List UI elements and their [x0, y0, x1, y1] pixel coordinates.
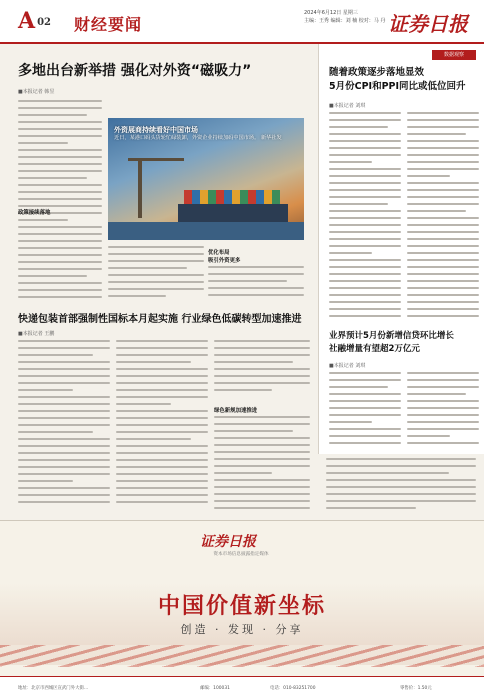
- sidebar-headline-1-line-2: 5月份CPI和PPI同比或低位回升: [329, 81, 466, 92]
- editor-credits: 主编：王秀 编辑：刘 楠 校对：马 丹: [304, 18, 386, 24]
- section-title: 财经要闻: [74, 15, 143, 34]
- sidebar-body-2b: [407, 372, 479, 452]
- ad-wave-decoration: [0, 645, 484, 667]
- sidebar-headline-2-line-2: 社融增量有望超2万亿元: [329, 344, 420, 354]
- footer-phone: 电话：010-83251700: [270, 686, 316, 691]
- second-byline: ■本报记者 王鹏: [18, 331, 55, 337]
- sidebar-body-2c: [326, 458, 476, 516]
- footer-price: 零售价：1.50元: [400, 686, 432, 691]
- lead-headline: 多地出台新举措 强化对外资“磁吸力”: [18, 63, 252, 79]
- second-body-column-3a: [214, 340, 310, 400]
- photo-caption-text: 近日，某港口码头货轮忙碌装卸，外资企业持续加码中国市场。 新华社发: [114, 135, 282, 141]
- footer-postcode: 邮编：100031: [200, 686, 230, 691]
- lead-subhead-2: 优化布局: [208, 250, 230, 256]
- sidebar-column: [318, 44, 484, 454]
- sidebar-tag: 数据观察: [432, 50, 476, 60]
- second-body-column-3b: [214, 416, 310, 516]
- ad-logo: 证券日报: [200, 534, 256, 550]
- newspaper-logo: 证券日报: [388, 12, 468, 36]
- port-photo: [108, 118, 304, 240]
- ad-subtext: 资本市场信息披露指定媒体: [213, 552, 269, 557]
- sidebar-headline-2: [329, 330, 479, 356]
- lead-byline: ■本报记者 韩昱: [18, 89, 55, 95]
- second-headline: 快递包装首部强制性国标本月起实施 行业绿色低碳转型加速推进: [18, 314, 302, 325]
- photo-caption-title: 外资展商持续看好中国市场: [114, 126, 198, 134]
- second-body-column-2: [116, 340, 208, 516]
- lead-body-column-3: [208, 266, 304, 306]
- lead-body-column-1: [18, 100, 102, 310]
- sidebar-body-1b: [407, 112, 479, 322]
- sidebar-body-2a: [329, 372, 401, 452]
- ad-slogan: 创造 · 发现 · 分享: [180, 623, 304, 636]
- lead-subhead-1: 政策接续落地: [18, 210, 51, 216]
- sidebar-headline-2-line-1: 业界预计5月份新增信贷环比增长: [329, 331, 454, 341]
- footer-address: 地址：北京市西城区宣武门外大街…: [18, 686, 89, 691]
- issue-date: 2024年6月12日 星期三: [304, 10, 358, 16]
- ad-title: 中国价值新坐标: [157, 594, 326, 619]
- sidebar-body-1a: [329, 112, 401, 322]
- footer: [0, 676, 484, 700]
- page-digits: 02: [37, 16, 51, 28]
- sidebar-byline-2: ■本报记者 刘琪: [329, 363, 366, 369]
- page-letter: A: [18, 8, 36, 34]
- masthead: [0, 0, 484, 44]
- lead-body-column-2: [108, 246, 204, 306]
- sidebar-headline-1-line-1: 随着政策逐步落地显效: [329, 67, 425, 78]
- advertisement: [0, 520, 484, 676]
- lead-subhead-3: 吸引外资更多: [208, 258, 241, 264]
- sidebar-headline-1: [329, 66, 479, 94]
- second-subhead-1: 绿色新规加速推进: [214, 408, 258, 414]
- photo-caption: [114, 126, 298, 142]
- second-body-column-1: [18, 340, 110, 516]
- sidebar-byline-1: ■本报记者 刘琪: [329, 103, 366, 109]
- page-number: [18, 8, 51, 34]
